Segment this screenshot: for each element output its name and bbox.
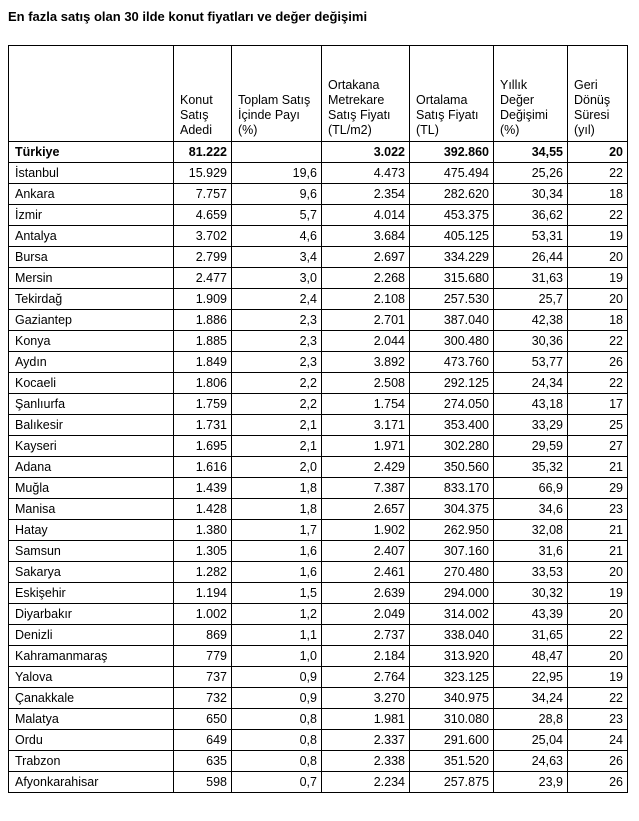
cell-city: Trabzon: [9, 751, 174, 772]
cell-share: 2,4: [232, 289, 322, 310]
cell-avg-price: 833.170: [410, 478, 494, 499]
cell-avg-price: 473.760: [410, 352, 494, 373]
cell-avg-price: 340.975: [410, 688, 494, 709]
cell-city: İzmir: [9, 205, 174, 226]
cell-median-m2-price: 2.354: [322, 184, 410, 205]
cell-city: Sakarya: [9, 562, 174, 583]
table-row: [9, 520, 628, 541]
cell-share: 3,0: [232, 268, 322, 289]
cell-sales-count: 2.477: [174, 268, 232, 289]
cell-share: 0,9: [232, 688, 322, 709]
cell-median-m2-price: 2.639: [322, 583, 410, 604]
cell-sales-count: 1.695: [174, 436, 232, 457]
cell-annual-change: 30,36: [494, 331, 568, 352]
cell-share: 2,1: [232, 415, 322, 436]
cell-sales-count: 737: [174, 667, 232, 688]
cell-city: Antalya: [9, 226, 174, 247]
cell-avg-price: 257.530: [410, 289, 494, 310]
cell-sales-count: 1.380: [174, 520, 232, 541]
cell-city: Hatay: [9, 520, 174, 541]
cell-payback-period: 21: [568, 541, 628, 562]
cell-city: Ordu: [9, 730, 174, 751]
cell-payback-period: 19: [568, 268, 628, 289]
cell-share: 2,2: [232, 394, 322, 415]
cell-share: 1,2: [232, 604, 322, 625]
table-row: [9, 268, 628, 289]
cell-sales-count: 635: [174, 751, 232, 772]
cell-payback-period: 20: [568, 289, 628, 310]
cell-annual-change: 26,44: [494, 247, 568, 268]
cell-annual-change: 42,38: [494, 310, 568, 331]
cell-median-m2-price: 1.981: [322, 709, 410, 730]
cell-sales-count: 869: [174, 625, 232, 646]
cell-city: Tekirdağ: [9, 289, 174, 310]
cell-payback-period: 22: [568, 205, 628, 226]
cell-median-m2-price: 2.407: [322, 541, 410, 562]
cell-median-m2-price: 1.902: [322, 520, 410, 541]
cell-city: Balıkesir: [9, 415, 174, 436]
table-row: [9, 184, 628, 205]
cell-city: Çanakkale: [9, 688, 174, 709]
cell-avg-price: 300.480: [410, 331, 494, 352]
cell-sales-count: 649: [174, 730, 232, 751]
table-row: [9, 667, 628, 688]
cell-annual-change: 31,65: [494, 625, 568, 646]
cell-payback-period: 20: [568, 646, 628, 667]
cell-share: 2,3: [232, 331, 322, 352]
table-row: [9, 247, 628, 268]
table-row: [9, 730, 628, 751]
table-row: [9, 646, 628, 667]
table-row: [9, 772, 628, 793]
cell-avg-price: 310.080: [410, 709, 494, 730]
cell-payback-period: 29: [568, 478, 628, 499]
cell-payback-period: 25: [568, 415, 628, 436]
header-row: [9, 46, 628, 142]
cell-payback-period: 22: [568, 688, 628, 709]
cell-payback-period: 21: [568, 457, 628, 478]
cell-city: Afyonkarahisar: [9, 772, 174, 793]
cell-payback-period: 26: [568, 772, 628, 793]
cell-median-m2-price: 2.657: [322, 499, 410, 520]
cell-annual-change: 24,63: [494, 751, 568, 772]
column-header-avg-price: Ortalama Satış Fiyatı (TL): [410, 46, 494, 142]
cell-share: 0,8: [232, 709, 322, 730]
cell-annual-change: 31,63: [494, 268, 568, 289]
cell-sales-count: 1.806: [174, 373, 232, 394]
table-row: [9, 436, 628, 457]
cell-annual-change: 29,59: [494, 436, 568, 457]
cell-payback-period: 19: [568, 226, 628, 247]
cell-annual-change: 30,34: [494, 184, 568, 205]
cell-annual-change: 25,04: [494, 730, 568, 751]
cell-city: Aydın: [9, 352, 174, 373]
cell-avg-price: 291.600: [410, 730, 494, 751]
cell-median-m2-price: 2.049: [322, 604, 410, 625]
cell-median-m2-price: 3.171: [322, 415, 410, 436]
cell-payback-period: 19: [568, 583, 628, 604]
cell-avg-price: 262.950: [410, 520, 494, 541]
cell-share: 2,2: [232, 373, 322, 394]
cell-median-m2-price: 2.429: [322, 457, 410, 478]
cell-annual-change: 25,26: [494, 163, 568, 184]
cell-city: Denizli: [9, 625, 174, 646]
table-row: [9, 541, 628, 562]
cell-payback-period: 19: [568, 667, 628, 688]
cell-share: 2,3: [232, 352, 322, 373]
table-row: [9, 331, 628, 352]
cell-avg-price: 302.280: [410, 436, 494, 457]
cell-annual-change: 33,29: [494, 415, 568, 436]
cell-city: Diyarbakır: [9, 604, 174, 625]
cell-annual-change: 34,6: [494, 499, 568, 520]
cell-payback-period: 27: [568, 436, 628, 457]
cell-avg-price: 475.494: [410, 163, 494, 184]
cell-annual-change: 35,32: [494, 457, 568, 478]
cell-city: Mersin: [9, 268, 174, 289]
cell-median-m2-price: 3.892: [322, 352, 410, 373]
column-header-city: [9, 46, 174, 142]
cell-sales-count: 779: [174, 646, 232, 667]
cell-avg-price: 405.125: [410, 226, 494, 247]
cell-annual-change: 32,08: [494, 520, 568, 541]
table-row: [9, 751, 628, 772]
table-row: [9, 394, 628, 415]
cell-city: Konya: [9, 331, 174, 352]
table-row: [9, 499, 628, 520]
table-row: [9, 562, 628, 583]
cell-payback-period: 22: [568, 163, 628, 184]
cell-median-m2-price: 7.387: [322, 478, 410, 499]
cell-payback-period: 23: [568, 499, 628, 520]
cell-annual-change: 30,32: [494, 583, 568, 604]
cell-annual-change: 43,18: [494, 394, 568, 415]
cell-annual-change: 43,39: [494, 604, 568, 625]
cell-sales-count: 2.799: [174, 247, 232, 268]
cell-annual-change: 34,24: [494, 688, 568, 709]
cell-avg-price: 353.400: [410, 415, 494, 436]
cell-share: [232, 142, 322, 163]
cell-sales-count: 1.282: [174, 562, 232, 583]
cell-annual-change: 23,9: [494, 772, 568, 793]
cell-median-m2-price: 2.697: [322, 247, 410, 268]
cell-median-m2-price: 4.473: [322, 163, 410, 184]
cell-city: Muğla: [9, 478, 174, 499]
cell-city: Ankara: [9, 184, 174, 205]
cell-avg-price: 453.375: [410, 205, 494, 226]
cell-share: 0,8: [232, 730, 322, 751]
cell-payback-period: 20: [568, 562, 628, 583]
table-row: [9, 415, 628, 436]
cell-sales-count: 1.885: [174, 331, 232, 352]
cell-payback-period: 22: [568, 331, 628, 352]
cell-share: 1,8: [232, 478, 322, 499]
cell-avg-price: 313.920: [410, 646, 494, 667]
cell-sales-count: 81.222: [174, 142, 232, 163]
cell-median-m2-price: 2.108: [322, 289, 410, 310]
cell-sales-count: 3.702: [174, 226, 232, 247]
cell-share: 0,9: [232, 667, 322, 688]
cell-annual-change: 34,55: [494, 142, 568, 163]
cell-annual-change: 24,34: [494, 373, 568, 394]
cell-payback-period: 20: [568, 247, 628, 268]
cell-share: 0,7: [232, 772, 322, 793]
cell-share: 1,0: [232, 646, 322, 667]
cell-city: Eskişehir: [9, 583, 174, 604]
housing-price-table: [8, 45, 628, 793]
cell-sales-count: 1.759: [174, 394, 232, 415]
cell-share: 1,7: [232, 520, 322, 541]
cell-sales-count: 650: [174, 709, 232, 730]
cell-city: Kocaeli: [9, 373, 174, 394]
cell-annual-change: 28,8: [494, 709, 568, 730]
table-row: [9, 583, 628, 604]
cell-share: 2,0: [232, 457, 322, 478]
table-row: [9, 625, 628, 646]
table-row: [9, 226, 628, 247]
cell-avg-price: 314.002: [410, 604, 494, 625]
cell-city: İstanbul: [9, 163, 174, 184]
table-row: [9, 709, 628, 730]
cell-annual-change: 66,9: [494, 478, 568, 499]
cell-annual-change: 48,47: [494, 646, 568, 667]
column-header-sales-count: Konut Satış Adedi: [174, 46, 232, 142]
cell-annual-change: 53,77: [494, 352, 568, 373]
table-row: [9, 205, 628, 226]
cell-city: Gaziantep: [9, 310, 174, 331]
table-row: [9, 373, 628, 394]
cell-share: 4,6: [232, 226, 322, 247]
cell-median-m2-price: 2.337: [322, 730, 410, 751]
cell-payback-period: 26: [568, 751, 628, 772]
document-title: En fazla satış olan 30 ilde konut fiyatları ve değer değişimi: [8, 9, 368, 24]
table-row: [9, 310, 628, 331]
cell-avg-price: 282.620: [410, 184, 494, 205]
cell-median-m2-price: 2.737: [322, 625, 410, 646]
cell-sales-count: 7.757: [174, 184, 232, 205]
cell-payback-period: 21: [568, 520, 628, 541]
table-row: [9, 352, 628, 373]
table-row: [9, 289, 628, 310]
column-header-share: Toplam Satış İçinde Payı (%): [232, 46, 322, 142]
cell-share: 1,6: [232, 562, 322, 583]
table-row: [9, 457, 628, 478]
cell-sales-count: 1.731: [174, 415, 232, 436]
cell-sales-count: 1.002: [174, 604, 232, 625]
cell-city: Bursa: [9, 247, 174, 268]
cell-median-m2-price: 2.234: [322, 772, 410, 793]
cell-median-m2-price: 3.022: [322, 142, 410, 163]
cell-sales-count: 1.616: [174, 457, 232, 478]
cell-sales-count: 4.659: [174, 205, 232, 226]
cell-payback-period: 18: [568, 184, 628, 205]
cell-share: 9,6: [232, 184, 322, 205]
cell-median-m2-price: 4.014: [322, 205, 410, 226]
cell-sales-count: 1.439: [174, 478, 232, 499]
cell-avg-price: 338.040: [410, 625, 494, 646]
column-header-median-m2-price: Ortakana Metrekare Satış Fiyatı (TL/m2): [322, 46, 410, 142]
cell-sales-count: 1.886: [174, 310, 232, 331]
cell-annual-change: 53,31: [494, 226, 568, 247]
cell-share: 1,6: [232, 541, 322, 562]
cell-median-m2-price: 2.701: [322, 310, 410, 331]
cell-avg-price: 334.229: [410, 247, 494, 268]
total-row: [9, 142, 628, 163]
cell-annual-change: 33,53: [494, 562, 568, 583]
cell-payback-period: 18: [568, 310, 628, 331]
cell-avg-price: 294.000: [410, 583, 494, 604]
cell-median-m2-price: 1.754: [322, 394, 410, 415]
cell-annual-change: 31,6: [494, 541, 568, 562]
cell-median-m2-price: 2.508: [322, 373, 410, 394]
cell-sales-count: 598: [174, 772, 232, 793]
cell-city: Adana: [9, 457, 174, 478]
cell-median-m2-price: 2.044: [322, 331, 410, 352]
cell-sales-count: 1.428: [174, 499, 232, 520]
cell-annual-change: 36,62: [494, 205, 568, 226]
table-row: [9, 604, 628, 625]
cell-share: 1,8: [232, 499, 322, 520]
cell-sales-count: 1.849: [174, 352, 232, 373]
cell-avg-price: 292.125: [410, 373, 494, 394]
cell-avg-price: 270.480: [410, 562, 494, 583]
cell-avg-price: 392.860: [410, 142, 494, 163]
cell-share: 2,1: [232, 436, 322, 457]
cell-payback-period: 22: [568, 373, 628, 394]
cell-avg-price: 274.050: [410, 394, 494, 415]
cell-city: Malatya: [9, 709, 174, 730]
cell-sales-count: 1.909: [174, 289, 232, 310]
cell-share: 1,5: [232, 583, 322, 604]
cell-avg-price: 350.560: [410, 457, 494, 478]
column-header-annual-change: Yıllık Değer Değişimi (%): [494, 46, 568, 142]
cell-median-m2-price: 3.270: [322, 688, 410, 709]
cell-share: 5,7: [232, 205, 322, 226]
cell-avg-price: 387.040: [410, 310, 494, 331]
cell-median-m2-price: 2.338: [322, 751, 410, 772]
cell-city: Samsun: [9, 541, 174, 562]
cell-annual-change: 25,7: [494, 289, 568, 310]
cell-city: Türkiye: [9, 142, 174, 163]
cell-sales-count: 1.194: [174, 583, 232, 604]
cell-avg-price: 307.160: [410, 541, 494, 562]
cell-share: 3,4: [232, 247, 322, 268]
table-row: [9, 688, 628, 709]
column-header-payback-period: Geri Dönüş Süresi (yıl): [568, 46, 628, 142]
cell-share: 19,6: [232, 163, 322, 184]
cell-city: Manisa: [9, 499, 174, 520]
cell-city: Yalova: [9, 667, 174, 688]
cell-share: 2,3: [232, 310, 322, 331]
cell-payback-period: 23: [568, 709, 628, 730]
cell-city: Kayseri: [9, 436, 174, 457]
cell-share: 0,8: [232, 751, 322, 772]
cell-median-m2-price: 3.684: [322, 226, 410, 247]
cell-payback-period: 20: [568, 604, 628, 625]
cell-city: Şanlıurfa: [9, 394, 174, 415]
cell-avg-price: 315.680: [410, 268, 494, 289]
cell-median-m2-price: 2.461: [322, 562, 410, 583]
cell-city: Kahramanmaraş: [9, 646, 174, 667]
cell-avg-price: 257.875: [410, 772, 494, 793]
cell-median-m2-price: 2.268: [322, 268, 410, 289]
cell-avg-price: 351.520: [410, 751, 494, 772]
cell-payback-period: 20: [568, 142, 628, 163]
cell-share: 1,1: [232, 625, 322, 646]
table-row: [9, 478, 628, 499]
cell-sales-count: 15.929: [174, 163, 232, 184]
cell-avg-price: 323.125: [410, 667, 494, 688]
cell-median-m2-price: 1.971: [322, 436, 410, 457]
cell-sales-count: 732: [174, 688, 232, 709]
cell-median-m2-price: 2.764: [322, 667, 410, 688]
cell-payback-period: 26: [568, 352, 628, 373]
cell-median-m2-price: 2.184: [322, 646, 410, 667]
cell-payback-period: 22: [568, 625, 628, 646]
cell-avg-price: 304.375: [410, 499, 494, 520]
table-row: [9, 163, 628, 184]
cell-payback-period: 17: [568, 394, 628, 415]
cell-annual-change: 22,95: [494, 667, 568, 688]
cell-sales-count: 1.305: [174, 541, 232, 562]
cell-payback-period: 24: [568, 730, 628, 751]
